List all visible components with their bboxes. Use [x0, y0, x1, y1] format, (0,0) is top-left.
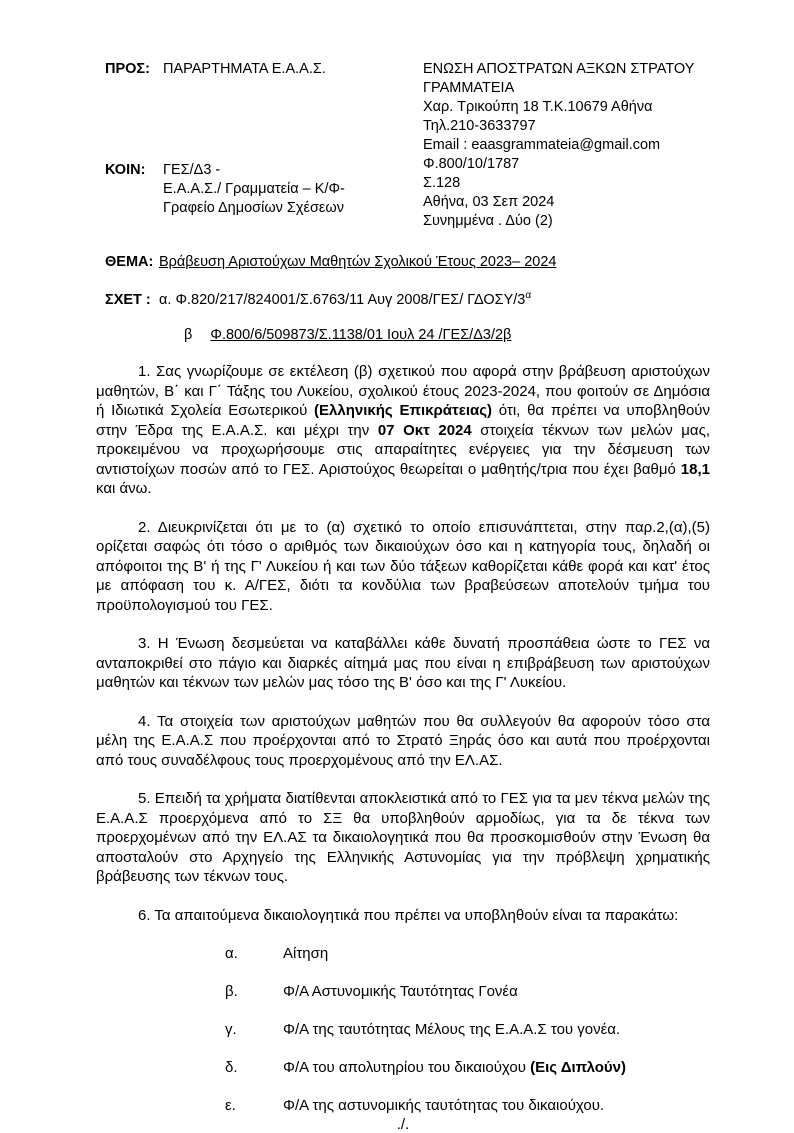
org-name: ΕΝΩΣΗ ΑΠΟΣΤΡΑΤΩΝ ΑΞΚΩΝ ΣΤΡΑΤΟΥ: [423, 61, 695, 77]
paragraph-3: 3. Η Ένωση δεσμεύεται να καταβάλλει κάθε δυνατή προσπάθεια ώστε το ΓΕΣ να ανταποκριθεί στο πάγιο και διαρκές αίτημά μας που είναι η επιβράβευση των αριστούχων μαθητών και τέκνων των μελών μας τόσο της Β' όσο και της Γ' Λυκείου.: [96, 635, 710, 691]
bold-in-duplicate: (Εις Διπλούν): [530, 1059, 626, 1076]
required-documents-list: [96, 944, 710, 1115]
org-phone: Τηλ.210-3633797: [423, 118, 536, 134]
reference-b-label: β: [184, 327, 193, 343]
reference-a-row: [96, 292, 710, 308]
paragraph-2: 2. Διευκρινίζεται ότι με το (α) σχετικό το οποίο επισυνάπτεται, στην παρ.2,(α),(5) ορίζεται σαφώς ότι τόσο ο αριθμός των δικαιούχων όσο και η κατηγορία τους, δηλαδή οι απόφοιτοι της Β' ή της Γ' Λυκείου ή και των δύο τάξεων καθορίζεται κάθε φορά και κατ' έτος με απόφαση του κ. Α/ΓΕΣ, διότι τα κονδύλια των βραβεύσεων αποτελούν τμήμα του προϋπολογισμού του ΓΕΣ.: [96, 518, 710, 614]
list-letter-e: ε.: [225, 1097, 236, 1114]
koin-line-1: ΓΕΣ/Δ3 -: [163, 162, 221, 178]
reference-label: ΣΧΕΤ :: [105, 292, 151, 308]
reference-b-text: Φ.800/6/509873/Σ.1138/01 Ιουλ 24 /ΓΕΣ/Δ3/2β: [210, 327, 512, 343]
pros-label: ΠΡΟΣ:: [105, 61, 150, 77]
reference-a-superscript: α: [525, 290, 532, 302]
letterhead-block: [423, 60, 723, 231]
list-item: [96, 1096, 710, 1115]
koin-label: ΚΟΙΝ:: [105, 162, 146, 178]
list-letter-a: α.: [225, 945, 238, 962]
letter-header: [96, 60, 710, 229]
koin-line-3: Γραφείο Δημοσίων Σχέσεων: [163, 200, 344, 216]
paragraph-6: 6. Τα απαιτούμενα δικαιολογητικά που πρέπει να υποβληθούν είναι τα παρακάτω:: [138, 906, 679, 924]
letter-body: [96, 362, 710, 1133]
date-line: Αθήνα, 03 Σεπ 2024: [423, 194, 555, 210]
list-text-d: Φ/Α του απολυτηρίου του δικαιούχου (Εις Διπλούν): [283, 1059, 626, 1076]
pros-value: ΠΑΡΑΡΤΗΜΑΤΑ Ε.Α.Α.Σ.: [163, 61, 326, 77]
recipient-block: [96, 60, 416, 218]
list-letter-b: β.: [225, 983, 238, 1000]
list-item: [96, 944, 710, 963]
list-text-c: Φ/Α της ταυτότητας Μέλους της Ε.Α.Α.Σ του γονέα.: [283, 1021, 621, 1038]
reference-a-text: α. Φ.820/217/824001/Σ.6763/11 Αυγ 2008/ΓΕΣ/ ΓΔΟΣΥ/$3^\alpha$: [159, 290, 532, 308]
attachments-note: Συνημμένα . Δύο (2): [423, 213, 553, 229]
list-letter-c: γ.: [225, 1021, 237, 1038]
bold-greek-territory: (Ελληνικής Επικράτειας): [314, 402, 493, 419]
subject-row: [96, 254, 710, 270]
paragraph-5: 5. Επειδή τα χρήματα διατίθενται αποκλειστικά από το ΓΕΣ για τα μεν τέκνα μελών της Ε.Α.Α.Σ προερχόμενα από το ΣΞ θα υποβληθούν αρμοδίως, για τα δε τέκνα των προερχομένων από την ΕΛ.ΑΣ τα δικαιολογητικά που θα προσκομισθούν στην Ένωση θα αποσταλούν στο Αρχηγείο της Ελληνικής Αστυνομίας για την πρόβλεψη χρηματικής βράβευσης των τέκνων τους.: [96, 790, 710, 885]
subject-label: ΘΕΜΑ:: [105, 254, 154, 270]
koin-line-2: Ε.Α.Α.Σ./ Γραμματεία – Κ/Φ-: [163, 181, 345, 197]
list-item: [96, 1058, 710, 1077]
bold-deadline-date: 07 Οκτ 2024: [377, 421, 472, 439]
bold-grade-threshold: 18,1: [680, 460, 710, 478]
list-letter-d: δ.: [225, 1059, 238, 1076]
end-of-page-mark: ./.: [396, 1116, 410, 1133]
paragraph-4: 4. Τα στοιχεία των αριστούχων μαθητών που θα συλλεγούν θα αφορούν τόσο στα μέλη της Ε.Α.Α.Σ που προέρχονται από το Στρατό Ξηράς όσο και αυτά που προέρχονται από τους συναδέλφους τους προερχομένους από την ΕΛ.ΑΣ.: [96, 712, 710, 769]
list-item: [96, 982, 710, 1001]
koin-lines: [163, 161, 416, 218]
org-address: Χαρ. Τρικούπη 18 Τ.Κ.10679 Αθήνα: [423, 99, 653, 115]
org-email: Email : eaasgrammateia@gmail.com: [423, 137, 661, 153]
koin-row: [96, 161, 416, 218]
file-reference: Φ.800/10/1787: [423, 156, 520, 172]
paragraph-1: 1. Σας γνωρίζουμε σε εκτέλεση (β) σχετικού που αφορά στην βράβευση αριστούχων μαθητών, Β΄ και Γ΄ Τάξης του Λυκείου, σχολικού έτους 2023-2024, που φοιτούν σε Δημόσια ή Ιδιωτικά Σχολεία Εσωτερικού (Ελληνικής Επικράτειας) ότι, θα πρέπει να υποβληθούν στην Έδρα της Ε.Α.Α.Σ. και μέχρι την 07 Οκτ 2024 στοιχεία τέκνων των μελών μας, προκειμένου να προχωρήσουμε στις απαραίτητες ενέργειες για την δέσμευση των αντιστοίχων ποσών από το ΓΕΣ. Αριστούχος θεωρείται ο μαθητής/τρια που έχει βαθμό 18,1 και άνω.: [96, 363, 711, 497]
list-text-e: Φ/Α της αστυνομικής ταυτότητας του δικαιούχου.: [283, 1097, 605, 1114]
list-text-b: Φ/Α Αστυνομικής Ταυτότητας Γονέα: [283, 983, 518, 1000]
org-dept: ΓΡΑΜΜΑΤΕΙΑ: [423, 80, 515, 96]
pros-row: [96, 60, 416, 79]
list-text-a: Αίτηση: [283, 945, 329, 962]
reference-b-row: [96, 327, 710, 343]
subject-text: Βράβευση Αριστούχων Μαθητών Σχολικού Έτους 2023– 2024: [159, 254, 557, 270]
list-item: [96, 1020, 710, 1039]
serial-reference: Σ.128: [423, 175, 461, 191]
